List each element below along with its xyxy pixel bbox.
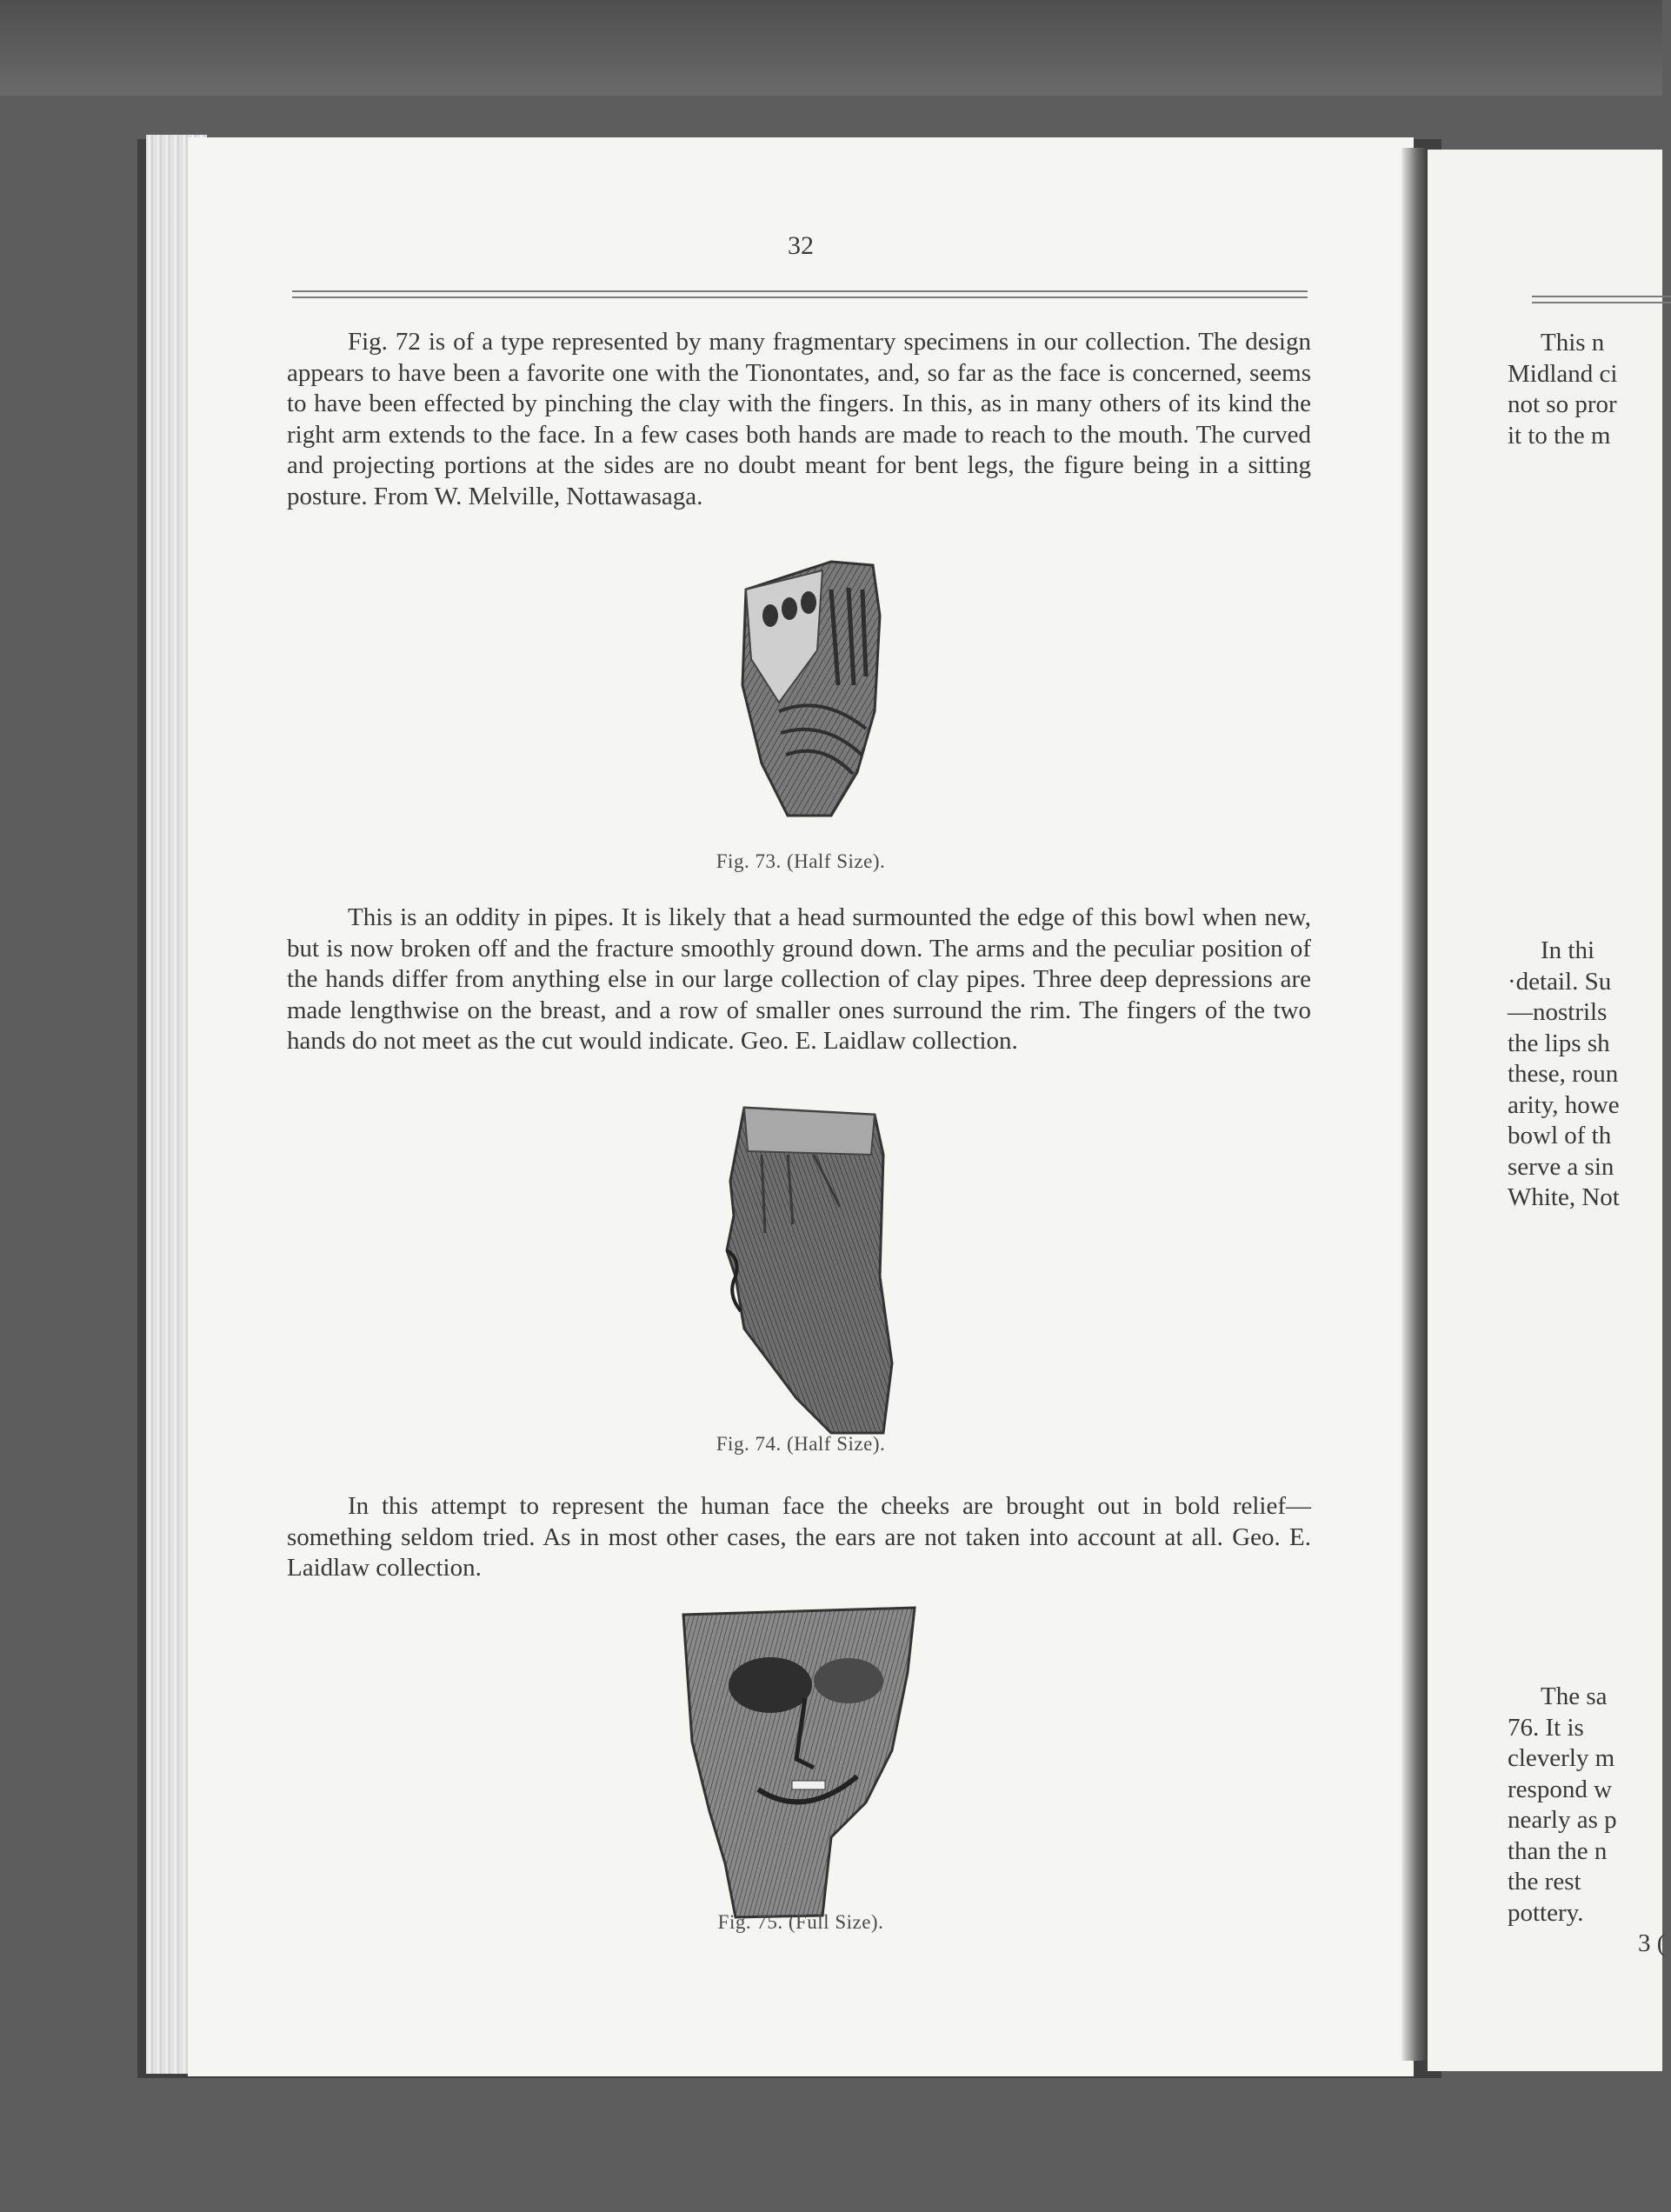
- scan-backdrop: [0, 0, 1662, 96]
- right-line: 76. It is: [1508, 1713, 1584, 1742]
- paragraph-fig73: This is an oddity in pipes. It is likely that a head surmounted the edge of this bowl when new, but is now broken off and the fracture smoothly ground down. The arms and the peculiar position of the hands differ from anything else in our large collection of clay pipes. Three deep depressions are made lengthwise on the breast, and a row of smaller ones surround the rim. The fingers of the two hands do not meet as the cut would indicate. Geo. E. Laidlaw collection.: [287, 903, 1311, 1055]
- right-line: arity, howe: [1508, 1090, 1620, 1119]
- right-line: White, Not: [1508, 1183, 1620, 1211]
- right-header-rule: [1532, 296, 1671, 303]
- right-text-block-1: [1508, 328, 1617, 451]
- right-line: serve a sin: [1508, 1152, 1614, 1181]
- right-line: these, roun: [1508, 1060, 1619, 1088]
- right-line: than the n: [1508, 1836, 1608, 1865]
- figure-74-image: [709, 1103, 909, 1442]
- right-line: nearly as p: [1508, 1806, 1617, 1834]
- right-line: cleverly m: [1508, 1744, 1615, 1772]
- paragraph-fig72: Fig. 72 is of a type represented by many fragmentary specimens in our collection. The design appears to have been a favorite one with the Tionontates, and, so far as the face is concerned, seems to have been effected by pinching the clay with the fingers. In this, as in many others of its kind the right arm extends to the face. In a few cases both hands are made to reach to the mouth. The curved and projecting portions at the sides are no doubt meant for bent legs, the figure being in a sitting posture. From W. Melville, Nottawasaga.: [287, 328, 1311, 510]
- right-line: the rest: [1508, 1868, 1581, 1896]
- right-page-fragment: [1428, 150, 1666, 2071]
- right-line: pottery.: [1508, 1898, 1584, 1927]
- header-rule: [292, 290, 1308, 298]
- right-line: Midland ci: [1508, 359, 1618, 388]
- right-line: The sa: [1541, 1682, 1608, 1710]
- right-line: This n: [1541, 329, 1605, 356]
- right-line: it to the m: [1508, 421, 1611, 450]
- book-gutter: [1401, 148, 1428, 2061]
- page-number: 32: [788, 231, 814, 260]
- left-page: [188, 137, 1414, 2076]
- paragraph-fig74: In this attempt to represent the human face the cheeks are brought out in bold relief—something seldom tried. As in most other cases, the ears are not taken into account at all. Geo. E. Laidlaw collection.: [287, 1492, 1311, 1582]
- figure-74-caption: Fig. 74. (Half Size).: [716, 1433, 886, 1455]
- right-line: respond w: [1508, 1775, 1613, 1803]
- right-line: 3 (: [1638, 1929, 1666, 1957]
- right-line: the lips sh: [1508, 1029, 1610, 1057]
- figure-73-image: [727, 555, 901, 833]
- right-line: bowl of th: [1508, 1122, 1612, 1149]
- right-line: not so pror: [1508, 390, 1617, 418]
- figure-75-image: [675, 1602, 927, 1933]
- figure-73-caption: Fig. 73. (Half Size).: [716, 850, 886, 872]
- figure-75-caption: Fig. 75. (Full Size).: [717, 1911, 884, 1933]
- right-line: In thi: [1541, 936, 1595, 964]
- right-text-block-3: [1508, 1682, 1665, 1960]
- right-text-block-2: [1508, 936, 1620, 1214]
- right-line: —nostrils: [1508, 998, 1608, 1026]
- right-line: ·detail. Su: [1508, 967, 1612, 996]
